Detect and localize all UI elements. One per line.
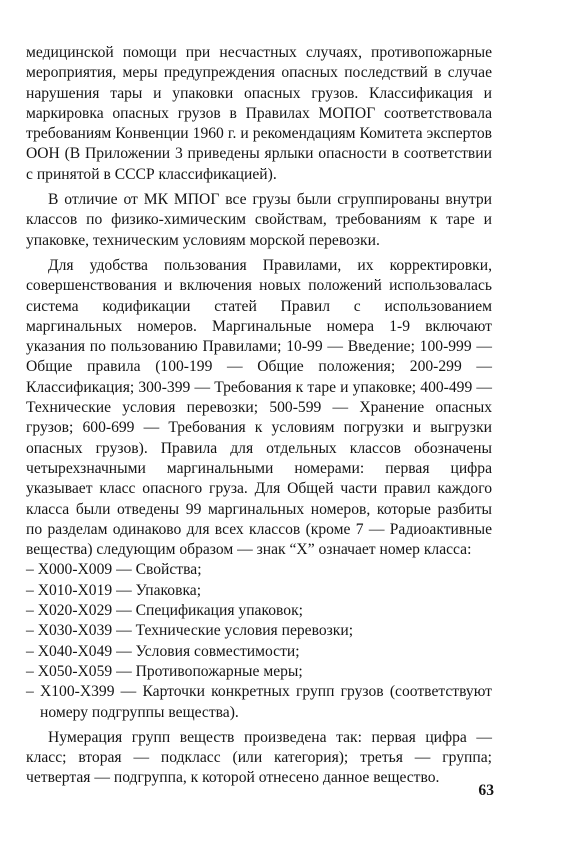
list-item: – X020-X029 — Спецификация упаковок; — [26, 602, 304, 620]
list-item: – X050-X059 — Противопожарные меры; — [26, 662, 303, 680]
paragraph-2: В отличие от МК МПОГ все грузы были сгруппированы внутри классов по физико-химическим свойствам, требованиям к таре и упаковке, техническим условиям морской перевозки. — [26, 191, 492, 249]
list-item: – X010-X019 — Упаковка; — [26, 581, 202, 599]
marginal-number-list — [26, 560, 492, 722]
page-number: 63 — [478, 782, 494, 799]
paragraph-3: Для удобства пользования Правилами, их корректировки, совершенствования и включения новых положений использовалась система кодификации статей Правил с использованием маргинальных номеров. Маргинальные номера 1-9 включают указания по пользованию Правилами; 10-99 — Введение; 100-999 — Общие правила (100-199 — Общие положения; 200-299 — Классификация; 300-399 — Требования к таре и упаковке; 400-499 — Технические условия перевозки; 500-599 — Хранение опасных грузов; 600-699 — Требования к условиям погрузки и выгрузки опасных грузов). Правила для отдельных классов обозначены четырехзначными маргинальными номерами: первая цифра указывает класс опасного груза. Для Общей части правил каждого класса были отведены 99 маргинальных номеров, которые разбиты по разделам одинаково для всех классов (кроме 7 — Радиоактивные вещества) следующим образом — знак “X” означает номер класса: — [26, 256, 492, 559]
paragraph-1: медицинской помощи при несчастных случаях, противопожарные мероприятия, меры предупреждения опасных последствий в случае нарушения тары и упаковки опасных грузов. Классификация и маркировка опасных грузов в Правилах МОПОГ соответствовала требованиям Конвенции 1960 г. и рекомендациям Комитета экспертов ООН (В Приложении 3 приведены ярлыки опасности в соответствии с принятой в СССР классификацией). — [26, 44, 492, 183]
list-item: – X040-X049 — Условия совместимости; — [26, 642, 300, 660]
body-text — [26, 43, 492, 789]
list-item: – X100-X399 — Карточки конкретных групп грузов (соответствуют номеру подгруппы вещества). — [26, 683, 492, 721]
list-item: – X030-X039 — Технические условия перевозки; — [26, 622, 354, 640]
paragraph-final: Нумерация групп веществ произведена так: первая цифра — класс; вторая — подкласс (или категория); третья — группа; четвертая — подгруппа, к которой отнесено данное вещество. — [26, 728, 492, 787]
list-item: – X000-X009 — Свойства; — [26, 561, 202, 579]
